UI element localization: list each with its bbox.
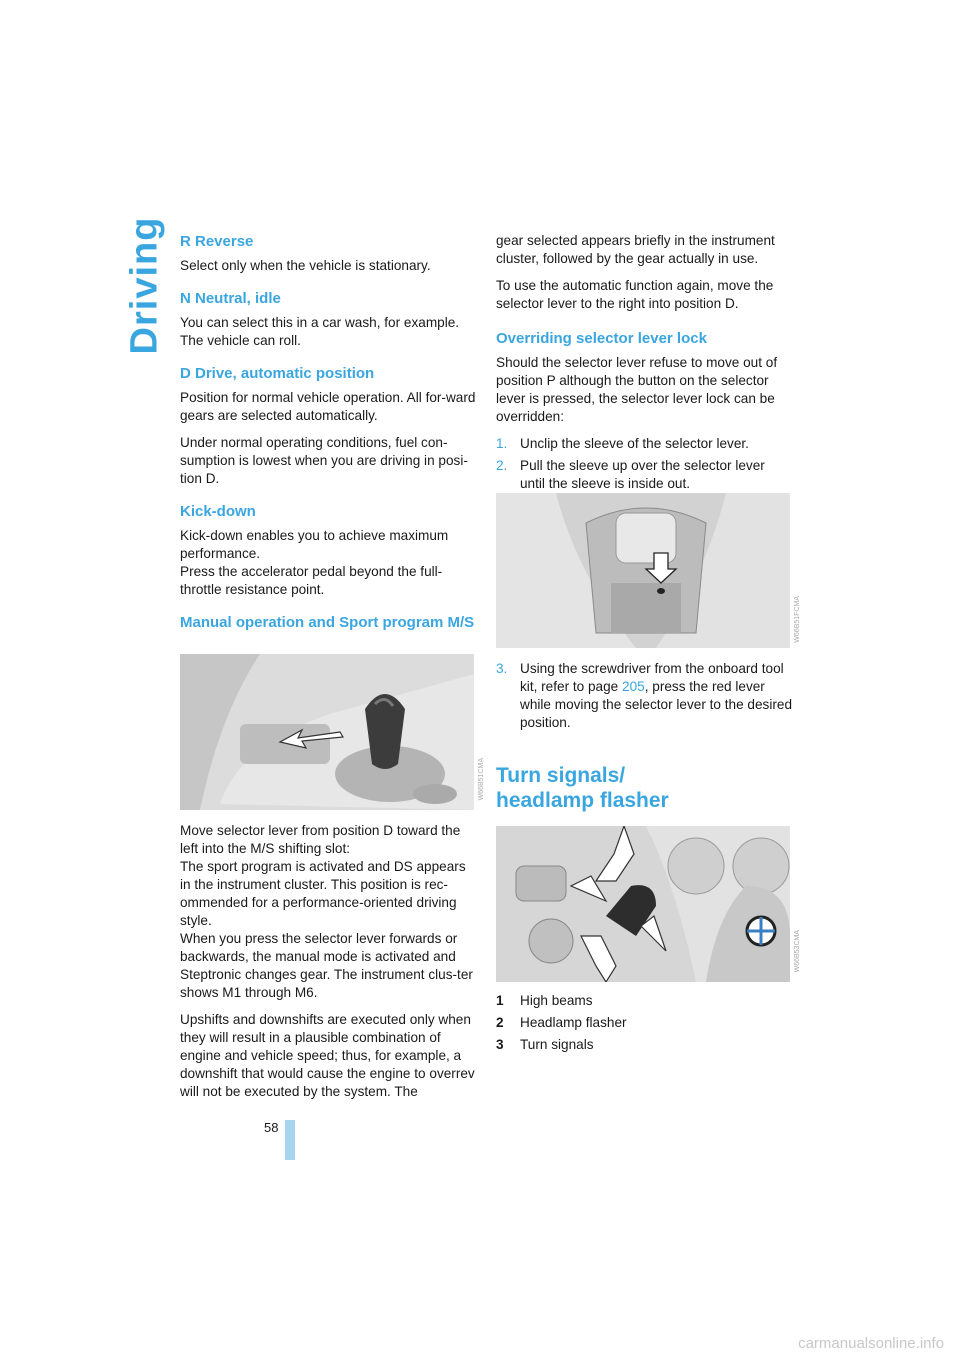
selector-lock-figure <box>496 493 790 648</box>
legend-number: 1 <box>496 993 504 1008</box>
manual-heading: Manual operation and Sport program M/S <box>180 614 475 631</box>
turn-heading-line2: headlamp flasher <box>496 789 669 812</box>
step-text: Unclip the sleeve of the selector lever. <box>520 436 749 451</box>
legend-text: Headlamp flasher <box>520 1015 627 1030</box>
kickdown-text-2: Press the accelerator pedal beyond the full-throttle resistance point. <box>180 564 443 597</box>
manual-text-4: Upshifts and downshifts are executed only when they will result in a plausible combination of engine and vehicle speed; thus, for example, a downshift that would cause the engine to overrev will not be executed by the system. The <box>180 1012 475 1099</box>
legend-number: 3 <box>496 1037 504 1052</box>
drive-text-2: Under normal operating conditions, fuel con-sumption is lowest when you are driving in posi-tion D. <box>180 435 468 486</box>
turn-section <box>496 763 792 813</box>
legend-text: High beams <box>520 993 593 1008</box>
manual-text-2: The sport program is activated and DS appears in the instrument cluster. This position is rec-ommended for a performance-oriented driving style. <box>180 859 466 928</box>
step3-text-pre: Using the screwdriver from the onboard tool kit, refer to page <box>520 661 784 694</box>
list-item <box>496 1036 792 1054</box>
right-column-step3 <box>496 660 792 736</box>
right-column <box>496 232 792 497</box>
manual-text-3: When you press the selector lever forwards or backwards, the manual mode is activated and Steptronic changes gear. The instrument clus-ter shows M1 through M6. <box>180 931 473 1000</box>
list-item <box>496 660 792 732</box>
step-number: 1. <box>496 436 508 451</box>
turn-legend <box>496 992 792 1058</box>
page-link[interactable]: 205 <box>622 679 645 694</box>
reverse-heading: R Reverse <box>180 233 254 250</box>
selector-lever-figure <box>180 654 474 810</box>
list-item <box>496 457 792 493</box>
section-title-text: Driving <box>123 216 166 355</box>
override-text: Should the selector lever refuse to move out of position P although the button on the selector lever is pressed, the selector lever lock can be overridden: <box>496 355 778 424</box>
override-heading: Overriding selector lever lock <box>496 330 707 347</box>
page-bar <box>285 1120 295 1160</box>
left-column <box>180 232 476 638</box>
legend-text: Turn signals <box>520 1037 594 1052</box>
selector-lever-illustration <box>180 654 474 810</box>
page-number: 58 <box>264 1120 279 1135</box>
lock-figure-code: W66B51FCMA <box>794 596 801 643</box>
manual-text-1: Move selector lever from position D toward the left into the M/S shifting slot: <box>180 823 461 856</box>
drive-text-1: Position for normal vehicle operation. All for-ward gears are selected automatically. <box>180 390 476 423</box>
step-number: 2. <box>496 458 508 473</box>
legend-number: 2 <box>496 1015 504 1030</box>
kickdown-text-1: Kick-down enables you to achieve maximum performance. <box>180 528 449 561</box>
continued-text-2: To use the automatic function again, move the selector lever to the right into position D. <box>496 278 774 311</box>
drive-heading: D Drive, automatic position <box>180 365 375 382</box>
selector-figure-code: W66B51CMA <box>478 758 485 801</box>
step-text: Pull the sleeve up over the selector lever until the sleeve is inside out. <box>520 458 765 491</box>
selector-lock-illustration <box>496 493 790 648</box>
step3-text-post: , press the red lever while moving the selector lever to the desired position. <box>520 679 793 730</box>
neutral-text: You can select this in a car wash, for example. The vehicle can roll. <box>180 315 460 348</box>
list-item <box>496 992 792 1010</box>
step-number: 3. <box>496 661 508 676</box>
turn-signal-illustration <box>496 826 790 982</box>
kickdown-heading: Kick-down <box>180 503 256 520</box>
neutral-heading: N Neutral, idle <box>180 290 281 307</box>
reverse-text: Select only when the vehicle is stationary. <box>180 258 431 273</box>
list-item <box>496 1014 792 1032</box>
turn-figure-code: W66B53CMA <box>794 930 801 973</box>
turn-signal-figure <box>496 826 790 982</box>
left-column-lower <box>180 822 476 1110</box>
turn-heading-line1: Turn signals/ <box>496 764 626 787</box>
section-title <box>112 216 166 355</box>
watermark: carmanualsonline.info <box>798 1335 944 1352</box>
list-item <box>496 435 792 453</box>
step-text <box>520 660 792 732</box>
continued-text-1: gear selected appears briefly in the instrument cluster, followed by the gear actually in use. <box>496 233 775 266</box>
